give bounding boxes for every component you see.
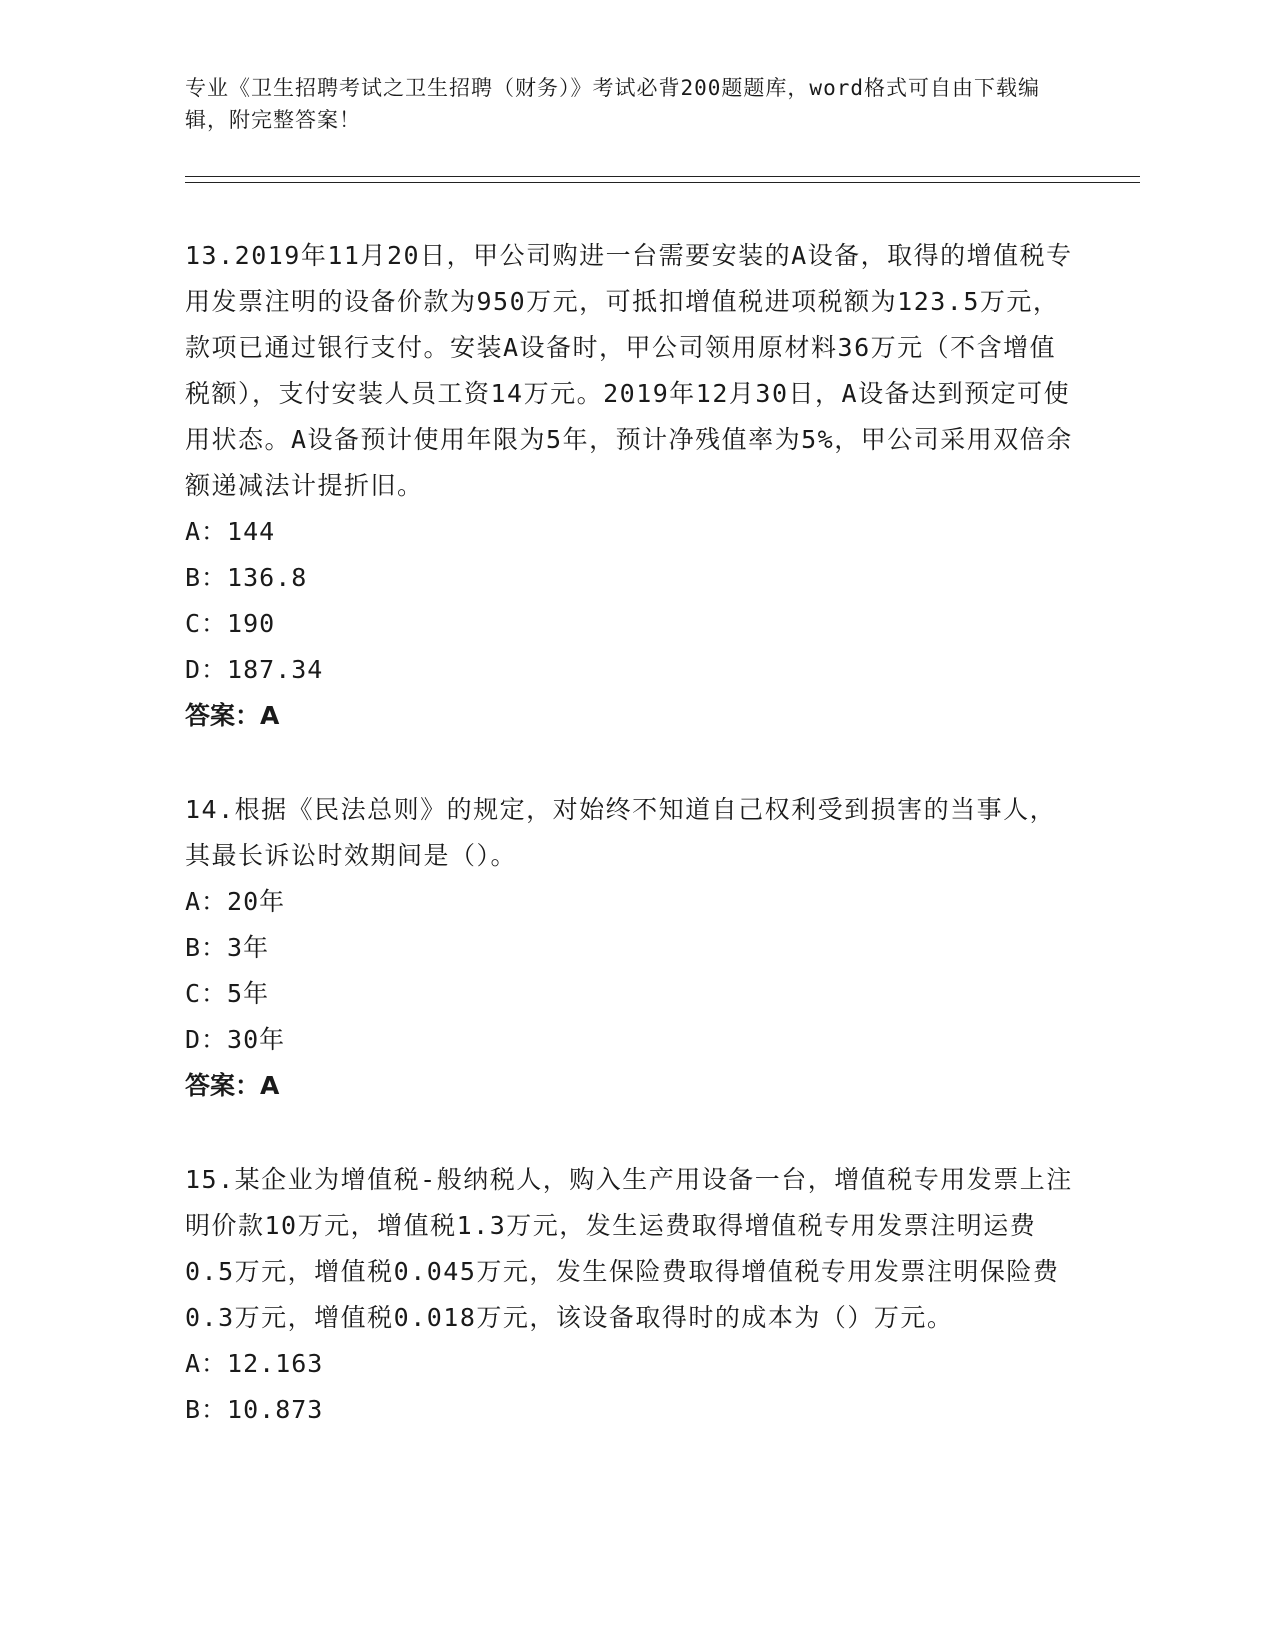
- option-d: D：30年: [185, 1025, 286, 1054]
- header-divider-bottom: [185, 182, 1140, 183]
- option-b: B：136.8: [185, 563, 308, 592]
- question-text: 13.2019年11月20日，甲公司购进一台需要安装的A设备，取得的增值税专用发票注明的设备价款为950万元，可抵扣增值税进项税额为123.5万元，款项已通过银行支付。安装A设备时，甲公司领用原材料36万元（不含增值税额），支付安装人员工资14万元。2019年12月30日，A设备达到预定可使用状态。A设备预计使用年限为5年，预计净残值率为5%，甲公司采用双倍余额递减法计提折旧。: [185, 241, 1073, 500]
- question-text: 14.根据《民法总则》的规定，对始终不知道自己权利受到损害的当事人，其最长诉讼时效期间是（）。: [185, 795, 1057, 870]
- option-a: A：144: [185, 517, 276, 546]
- option-b: B：10.873: [185, 1395, 324, 1424]
- option-c: C：5年: [185, 979, 270, 1008]
- answer-label: 答案：A: [185, 1071, 280, 1100]
- question-text: 15.某企业为增值税-般纳税人，购入生产用设备一台，增值税专用发票上注明价款10万元，增值税1.3万元，发生运费取得增值税专用发票注明运费0.5万元，增值税0.045万元，发生保险费取得增值税专用发票注明保险费0.3万元，增值税0.018万元，该设备取得时的成本为（）万元。: [185, 1165, 1073, 1332]
- header-divider-top: [185, 176, 1140, 177]
- option-c: C：190: [185, 609, 276, 638]
- question-15: [185, 1157, 1075, 1433]
- question-13: [185, 233, 1075, 739]
- option-b: B：3年: [185, 933, 270, 962]
- option-a: A：20年: [185, 887, 286, 916]
- option-a: A：12.163: [185, 1349, 324, 1378]
- option-d: D：187.34: [185, 655, 324, 684]
- question-14: [185, 787, 1075, 1109]
- question-list: [185, 233, 1075, 1481]
- answer-label: 答案：A: [185, 701, 280, 730]
- document-header: 专业《卫生招聘考试之卫生招聘（财务）》考试必背200题题库，word格式可自由下载编辑，附完整答案！: [185, 76, 1040, 132]
